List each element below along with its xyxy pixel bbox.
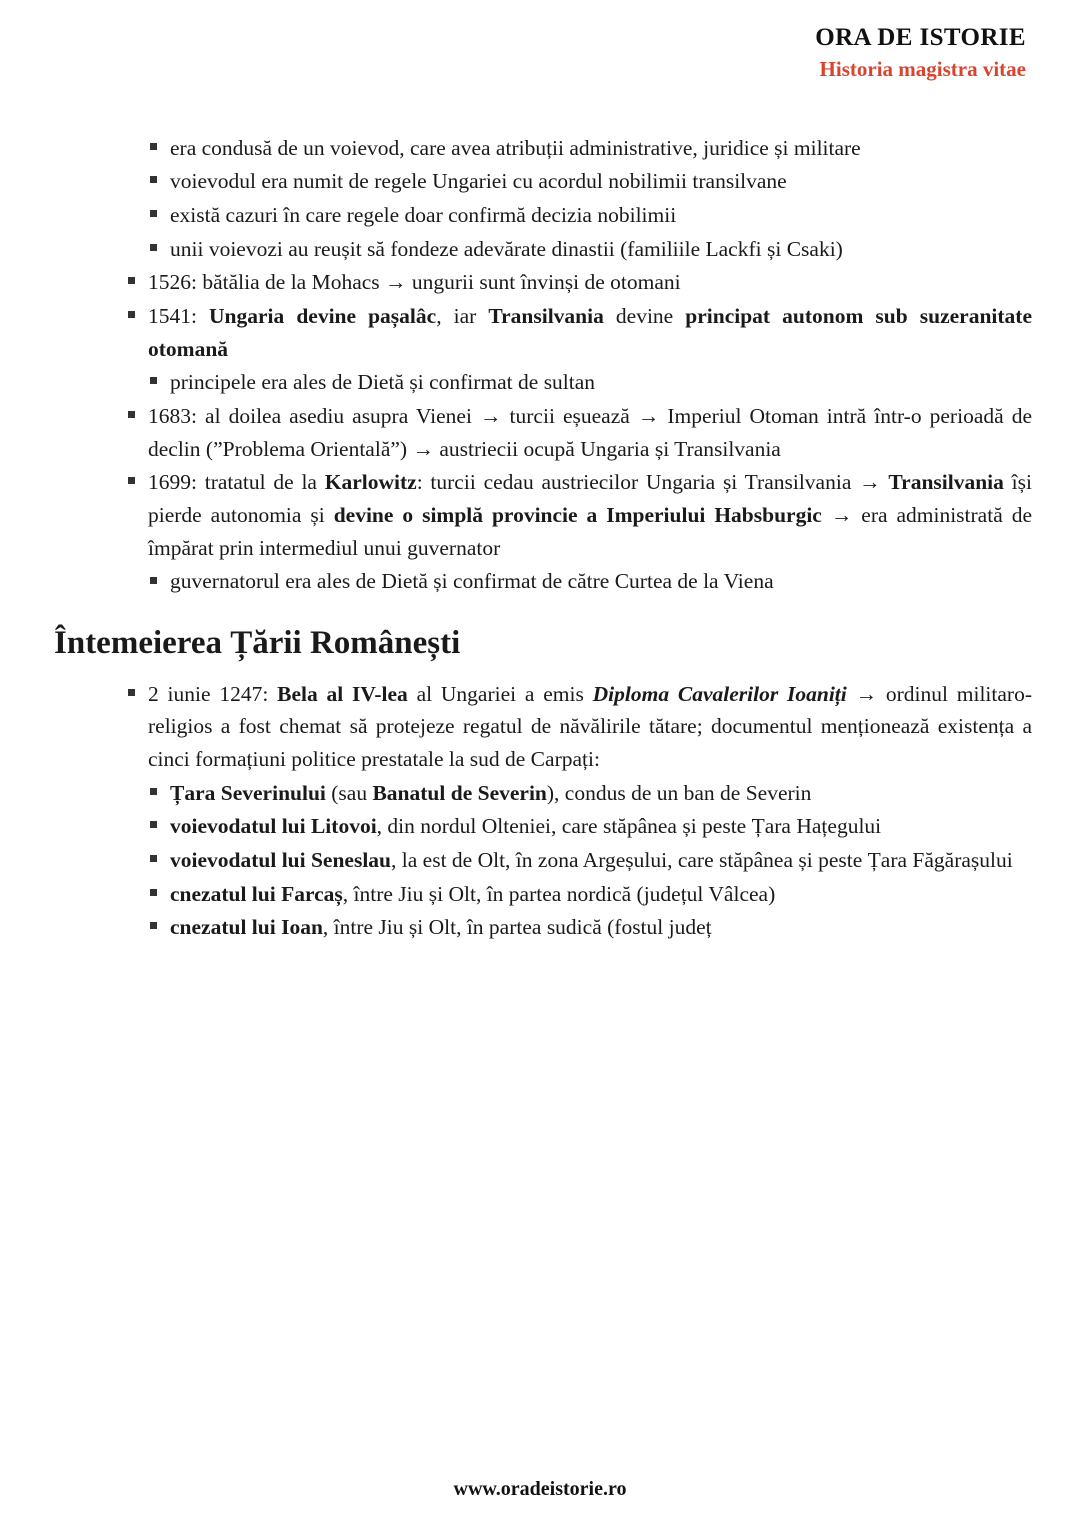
list-item-text [148, 682, 1032, 771]
list-item [126, 678, 1032, 776]
list-item [148, 565, 1032, 598]
bullet-icon [128, 311, 135, 318]
page-header [48, 22, 1032, 84]
text-run: Transilvania [888, 470, 1004, 495]
bullet-icon [150, 788, 157, 795]
list-item-text: era condusă de un voievod, care avea atribuții administrative, juridice și militare [170, 135, 861, 160]
list-item-text: voievodul era numit de regele Ungariei cu acordul nobilimii transilvane [170, 169, 787, 194]
list-item-text: 1526: bătălia de la Mohacs → ungurii sunt învinși de otomani [148, 270, 681, 295]
list-item [126, 300, 1032, 365]
list-item [148, 366, 1032, 399]
text-run: voievodatul lui Seneslau [170, 847, 392, 872]
list-item [126, 400, 1032, 465]
text-run: voievodatul lui Litovoi [170, 814, 377, 839]
list-item [148, 878, 1032, 911]
page-footer [0, 1478, 1080, 1501]
section-bullet-list [48, 678, 1032, 944]
list-item-text [170, 882, 775, 906]
brand-subtitle: Historia magistra vitae [819, 57, 1026, 82]
text-run: Transilvania [488, 303, 604, 328]
list-item-text: principele era ales de Dietă și confirmat de sultan [170, 370, 596, 395]
text-run: Bela al IV-lea [277, 681, 408, 706]
bullet-icon [150, 244, 157, 251]
list-item-text [170, 915, 712, 939]
list-item-text [148, 304, 1032, 361]
text-run: → era administrată de împărat prin intermediul unui guvernator [148, 502, 1032, 560]
list-item [148, 844, 1032, 877]
bullet-icon [128, 477, 135, 484]
section-title: Întemeierea Țării Românești [54, 625, 461, 661]
text-run: Ungaria devine pașalâc [209, 303, 437, 328]
website-url: www.oradeistorie.ro [453, 1478, 627, 1500]
list-item-text [170, 848, 1013, 872]
text-run: → ordinul militaro-religios a fost chemat să protejeze regatul de năvălirile tătare; documentul menționează existența a cinci formațiuni politice prestatale la sud de Carpați: [148, 681, 1032, 771]
list-item-text [170, 814, 881, 838]
bullet-icon [150, 176, 157, 183]
list-item-text: 1683: al doilea asediu asupra Vienei → turcii eșuează → Imperiul Otoman intră într-o perioadă de declin (”Problema Orientală”) → austriecii ocupă Ungaria și Transilvania [148, 403, 1032, 461]
text-run: devine [603, 303, 686, 328]
bullet-icon [128, 277, 135, 284]
list-item-text: unii voievozi au reușit să fondeze adevărate dinastii (familiile Lackfi și Csaki) [170, 236, 843, 261]
list-item [126, 266, 1032, 299]
text-run: își pierde autonomia și [148, 470, 1032, 527]
list-item [148, 199, 1032, 232]
list-item [148, 777, 1032, 810]
text-run: , la est de Olt, în zona Argeșului, care stăpânea și peste Țara Făgărașului [391, 847, 1013, 872]
text-run: cnezatul lui Farcaș [170, 881, 343, 906]
text-run: 1699: tratatul de la [148, 470, 325, 495]
bullet-icon [150, 855, 157, 862]
bullet-icon [150, 377, 157, 384]
bullet-icon [150, 210, 157, 217]
bullet-icon [150, 889, 157, 896]
top-bullet-list [48, 132, 1032, 598]
bullet-icon [150, 577, 157, 584]
list-item [126, 466, 1032, 564]
bullet-icon [150, 143, 157, 150]
text-run: devine o simplă provincie a Imperiului Habsburgic [333, 502, 822, 527]
brand-title: ORA DE ISTORIE [815, 24, 1026, 51]
text-run: principat autonom sub suzeranitate otomană [148, 303, 1032, 361]
list-item [148, 233, 1032, 266]
text-run: , între Jiu și Olt, în partea nordică (județul Vâlcea) [342, 881, 776, 906]
bullet-icon [150, 922, 157, 929]
text-run: al Ungariei a emis [407, 681, 593, 706]
bullet-icon [150, 821, 157, 828]
bullet-icon [128, 411, 135, 418]
list-item [148, 132, 1032, 165]
text-run: Karlowitz [324, 470, 417, 495]
text-run: , iar [436, 303, 489, 328]
text-run: ), condus de un ban de Severin [546, 780, 812, 805]
document-content [48, 132, 1032, 944]
list-item-text: există cazuri în care regele doar confirmă decizia nobilimii [170, 202, 677, 227]
list-item-text [148, 470, 1032, 559]
text-run: Țara Severinului [170, 780, 326, 805]
list-item-text: guvernatorul era ales de Dietă și confirmat de către Curtea de la Viena [170, 569, 774, 594]
list-item [148, 165, 1032, 198]
list-item [148, 810, 1032, 843]
text-run: Diploma Cavalerilor Ioaniți [592, 681, 847, 706]
text-run: 2 iunie 1247: [148, 681, 278, 706]
text-run: Banatul de Severin [372, 780, 547, 805]
text-run: , între Jiu și Olt, în partea sudică (fostul județ [322, 915, 712, 940]
text-run: 1541: [148, 303, 210, 328]
list-item [148, 911, 1032, 944]
bullet-icon [128, 689, 135, 696]
text-run: , din nordul Olteniei, care stăpânea și peste Țara Hațegului [376, 814, 882, 839]
text-run: cnezatul lui Ioan [170, 915, 323, 940]
text-run: (sau [325, 780, 373, 805]
text-run: : turcii cedau austriecilor Ungaria și Transilvania → [416, 470, 889, 495]
list-item-text [170, 781, 811, 805]
